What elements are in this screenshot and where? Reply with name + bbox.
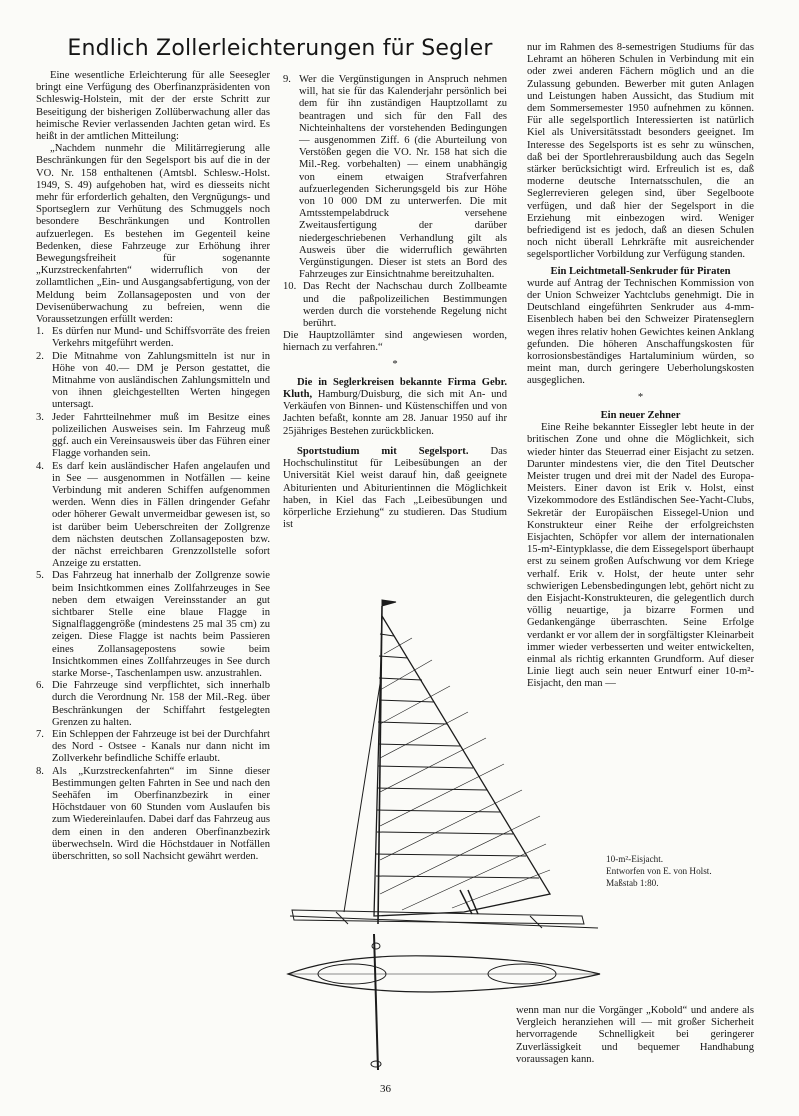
list-item: 6. Die Fahrzeuge sind verpflichtet, sich innerhalb durch die Verordnung Nr. 158 der Mil.-Reg. über Beschränkungen der Schiffahrt festgelegten Grenzen zu halten. [36,680,270,728]
caption-title: 10-m²-Eisjacht. [606,854,664,864]
list-item: 10. Das Recht der Nachschau durch Zollbeamte und die paßpolizeilichen Bestimmungen werden durch die vorstehende Regelung nicht berührt. [283,281,507,330]
list-item: 8. Als „Kurzstreckenfahrten“ im Sinne dieser Bestimmungen gelten Fahrten in See und nach den Seehäfen im Oberfinanzbezirk in einer Höchstdauer von 60 Stunden vom Auslaufen bis zum Wiedereinlaufen. Dabei darf das Fahrzeug aus dem einen in den anderen Oberfinanzbezirk überwechseln. Wird die Höchstdauer in Notfällen überschritten, so soll Nachsicht gewährt werden. [36,765,270,862]
studium-continued: nur im Rahmen des 8-semestrigen Studiums für das Lehramt an höheren Schulen in Verbindung mit ein oder zwei anderen Fächern möglich und an die Zulassung gebunden. Bewerber mit guten Anlagen und Leistungen haben Aussicht, das Studium mit dem Sommersemester 1950 aufnehmen zu können. Für alle segelsportlich Interessierten ist natürlich Kiel als Universitätsstadt besonders geeignet. Im Interesse des Segelsports ist es sehr zu wünschen, daß bei der Sportlehrerausbildung auch das Segeln stärker berücksichtigt wird. Erfreulich ist es, daß moderne deutsche Internatsschulen, die an Seglerrevieren gelegen sind, über Segelboote verfügen, und daß hier der Segelsport in die Erziehung mit einbezogen wird. Weniger befriedigend ist es jedoch, daß an diesen Schulen noch nicht überall Lehrkräfte mit ausreichender segelsportlicher Vorbildung zur Verfügung standen. [527,42,754,261]
page-number: 36 [380,1083,391,1095]
list-item: 1. Es dürfen nur Mund- und Schiffsvorräte des freien Verkehrs mitgeführt werden. [36,326,270,350]
section-divider: * [637,391,644,403]
column-2 [283,74,507,531]
list-item: 3. Jeder Fahrtteilnehmer muß im Besitze eines polizeilichen Ausweises sein. Im Fahrzeug muß ggf. auch ein Vereinsausweis über das Führen einer Flagge vorhanden sein. [36,411,270,460]
list-item: 4. Es darf kein ausländischer Hafen angelaufen und in See — ausgenommen in Notfällen — keine Verbindung mit anderen Schiffen aufgenommen werden. Wenn dies in Fällen dringender Gefahr oder höherer Gewalt unvermeidbar gewesen ist, so ist darüber beim Ueberschreiten der Zollgrenze dem nächsten deutschen Zollansageposten bzw. der nächst erreichbaren Grenzzollstelle sofort Anzeige zu erstatten. [36,460,270,570]
section-heading: Ein Leichtmetall-Senkruder für Piraten [550,265,731,277]
list-item: 7. Ein Schleppen der Fahrzeuge ist bei der Durchfahrt des Nord - Ostsee - Kanals nur dann nicht im Zollverkehr befindliche Schiffe erlaubt. [36,728,270,765]
conditions-list-continued [283,74,507,330]
conditions-list [36,326,270,863]
list-item: 5. Das Fahrzeug hat innerhalb der Zollgrenze sowie beim Insichtkommen eines Zollfahrzeuges in See neben dem etwaigen Vereinsstander an gut sichtbarer Stelle eine blaue Flagge in Signalflaggengröße (mindestens 25 mal 35 cm) zu zeigen. Diese Flagge ist nachts beim Passieren eines Zollansagepostens sowie beim Insichtkommen eines Zollfahrzeuges in See durch starke Morse-, Taschenlampen usw. anzustrahlen. [36,570,270,679]
article-title: Endlich Zollerleichterungen für Segler [67,36,493,61]
column-1 [36,70,270,863]
zehner-paragraph: Eine Reihe bekannter Eissegler lebt heute in der britischen Zone und ohne die Möglichkeit, sich wieder hinter das Steuerrad einer Eisjacht zu setzen. Darunter mindestens vier, die den Titel Deutscher Meister trugen und drei mit der Nadel des Europa-Meisters. Einer davon ist Erik v. Holst, einst Vizekommodore des Estländischen See-Yacht-Clubs, Sekretär der Europäischen Eissegel-Union und Konstrukteur einer Reihe der erfolgreichsten Eisjachten, Schöpfer vor allem der internationalen 15-m²-Eintypklasse, die dem Eissegelsport überhaupt erst zu seinem großen Aufschwung vor dem Kriege verhalf. Erik v. Holst, der heute unter sehr schwierigen Lebensbedingungen lebt, gehört nicht zu den Eisjacht-Konstrukteuren, die gelegentlich durch völlig neuartige, ja bizarre Formen und Gedankengänge überraschten. Seine Erfolge verdankt er vor allem der in sorgfältigster Kleinarbeit immer wieder verbesserten und weiter entwickelten, einmal als richtig erkannten Grundform. Auf dieser Linie liegt auch sein neuer Entwurf einer 10-m²-Eisjacht, den man — [527,422,754,690]
closing-paragraph: Die Hauptzollämter sind angewiesen worden, hiernach zu verfahren.“ [283,330,507,354]
section-heading: Ein neuer Zehner [600,409,681,421]
figure-caption [606,853,712,890]
quote-paragraph: „Nachdem nunmehr die Militärregierung alle Beschränkungen für den Segelsport bis auf die in der VO. Nr. 158 enthaltenen (Amtsbl. Schlesw.-Holst. 1949, S. 49) aufgehoben hat, wird es diesseits nicht mehr für erforderlich gehalten, den Vergnügungs- und Sportseglern zur Verhütung des Schmuggels noch besondere Beschränkungen und Kontrollen aufzuerlegen. Es bestehen im Gegenteil keine Bedenken, diese Fahrzeuge zur Erhöhung ihrer Bewegungsfreiheit für sogenannte „Kurzstreckenfahrten“ widerruflich von der zollamtlichen „Ein- und Ausgangsabfertigung, von der Meldung beim Zollansageposten und von der Devisenüberwachung zu befreien, wenn die Voraussetzungen erfüllt werden: [36,143,270,326]
kluth-lead: Die in Seglerkreisen bekannte Firma Gebr. Kluth, [283,376,507,401]
caption-scale: Maßstab 1:80. [606,878,659,889]
senkruder-paragraph: wurde auf Antrag der Technischen Kommission von der Union Schweizer Yachtclubs genehmigt. Die in Deutschland eingeführten Senkruder aus 4-mm-Eisenblech haben bei den Schweizer Piratenseglern wegen ihres relativ hohen Gewichtes keinen Anklang gefunden. Die höheren Anschaffungskosten für korrosionsbeständiges Hartaluminium würden, so meint man, durch geringere Ueberholungskosten ausgeglichen. [527,277,754,387]
caption-designer: Entworfen von E. von Holst. [606,866,712,877]
intro-paragraph: Eine wesentliche Erleichterung für alle Seesegler bringt eine Verfügung des Oberfinanzpräsidenten von Schleswig-Holstein, mit der der erste Schritt zur Beseitigung der bisherigen Zollüberwachung aller das heimische Revier verlassenden Jachten getan wird. Es heißt in der amtlichen Mitteilung: [36,70,270,143]
sport-paragraph: Sportstudium mit Segelsport. Das Hochschulinstitut für Leibesübungen an der Universität Kiel weist darauf hin, daß geeignete Abiturienten und Abiturientinnen die Möglichkeit haben, in Kiel das Fach „Leibesübungen und körperliche Erziehung“ zu studieren. Das Studium ist [283,445,507,531]
list-item: 9. Wer die Vergünstigungen in Anspruch nehmen will, hat sie für das Kalenderjahr persönlich bei dem für ihn zuständigen Hauptzollamt zu beantragen und sich für den Fall des Nichteinhaltens der vorstehenden Bedingungen — ausgenommen Ziff. 6 (die Aburteilung von Verstößen gegen die VO. Nr. 158 hat sich die Mil.-Reg. vorbehalten) — einem unabhängig von einem etwaigen Strafverfahren aufzuerlegenden Sicherungsgeld bis zur Höhe von 10 000 DM zu unterwerfen. Die mit Amtsstempelabdruck versehene Zweitausfertigung der darüber niedergeschriebenen Verhandlung gilt als Ausweis über die widerruflich gewährten Vergünstigungen. Dieser ist stets an Bord des Fahrzeuges zur Einsichtnahme bereitzuhalten. [283,74,507,281]
zehner-continued: wenn man nur die Vorgänger „Kobold“ und andere als Vergleich heranziehen will — mit großer Sicherheit hervorragende Schnelligkeit bei geringerer Zuverlässigkeit und bequemer Handhabung voraussagen kann. [516,1005,754,1065]
list-item: 2. Die Mitnahme von Zahlungsmitteln ist nur in Höhe von 40.— DM je Person gestattet, die Mitnahme von ausländischen Zahlungsmitteln und von ihnen gleichgestellten Werten hingegen untersagt. [36,350,270,411]
kluth-paragraph: Die in Seglerkreisen bekannte Firma Gebr. Kluth, Hamburg/Duisburg, die sich mit An- und Verkäufen von Binnen- und Küstenschiffen und von Jachten befaßt, konnte am 28. Januar 1950 auf ihr 25jähriges Bestehen zurückblicken. [283,376,507,437]
section-divider: * [392,358,398,370]
ice-yacht-drawing [282,594,612,1070]
sport-lead: Sportstudium mit Segelsport. [297,445,469,457]
